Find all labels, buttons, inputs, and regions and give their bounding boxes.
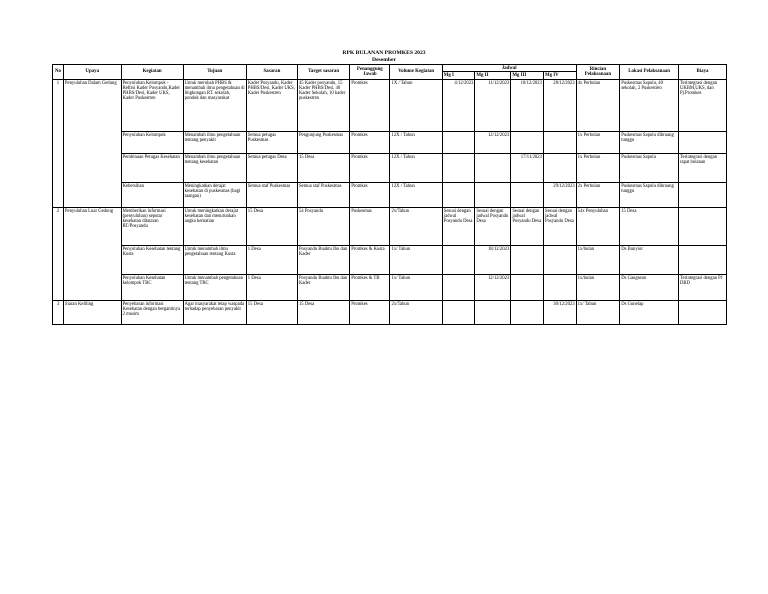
cell-lokasi: Ds Bunyior: [620, 245, 679, 274]
cell-mg2: 12/12/2023: [475, 131, 511, 153]
document-title: RPK BULANAN PROMKES 2023: [342, 50, 426, 56]
header-mg4: Mg IV: [543, 72, 576, 79]
header-volume: Volume Kegiatan: [390, 65, 442, 80]
cell-biaya: [678, 300, 726, 324]
cell-sasaran: Semua petugas Desa: [246, 153, 297, 182]
cell-upaya: Penyuluhan Luar Gedung: [63, 207, 121, 245]
cell-no: [53, 153, 64, 182]
cell-volume: 12X / Tahun: [390, 153, 442, 182]
cell-no: 2: [53, 207, 64, 245]
cell-pj: Promkes: [350, 153, 390, 182]
cell-lokasi: 15 Desa: [620, 207, 679, 245]
table-row: [53, 79, 727, 131]
cell-rincian: 54x Penyuluhan: [576, 207, 620, 245]
cell-tujuan: Menambah ilmu pengetahuan tentang penyakit: [183, 131, 246, 153]
cell-target: Posyandu Buahtu Ibu dan Kader: [297, 245, 349, 274]
cell-biaya: Terintegrasi dengan PJ DBD: [678, 274, 726, 300]
cell-mg2: 18/12/2023: [475, 245, 511, 274]
header-no: No: [53, 65, 64, 80]
cell-mg4: Sesuai dengan jadwal Posyandu Desa: [543, 207, 576, 245]
cell-target: 15 Desa: [297, 300, 349, 324]
cell-kegiatan: Penyebaran informasi Kesehatan dengan bergantinya 2 musim: [121, 300, 183, 324]
cell-mg4: [543, 131, 576, 153]
cell-mg1: [442, 274, 475, 300]
cell-volume: 12X / Tahun: [390, 131, 442, 153]
cell-mg1: Sesuai dengan jadwal Posyandu Desa: [442, 207, 475, 245]
cell-biaya: [678, 182, 726, 207]
cell-pj: Promkes: [350, 300, 390, 324]
cell-upaya: [63, 131, 121, 153]
cell-target: Semua staf Puskesmas: [297, 182, 349, 207]
cell-target: 15 Desa: [297, 153, 349, 182]
cell-mg1: [442, 245, 475, 274]
cell-sasaran: Semua staf Puskesmas: [246, 182, 297, 207]
cell-mg3: [511, 274, 544, 300]
cell-sasaran: Semua petugas Puskesmas: [246, 131, 297, 153]
header-target: Target sasaran: [297, 65, 349, 80]
cell-mg1: [442, 182, 475, 207]
cell-pj: Promkes & TB: [350, 274, 390, 300]
cell-mg1: [442, 300, 475, 324]
cell-rincian: 1x Perbulan: [576, 131, 620, 153]
cell-mg1: [442, 131, 475, 153]
cell-kegiatan: Penyuluhan Kesehatan tentang Kusta: [121, 245, 183, 274]
cell-kegiatan: Memberikan informasi (penyuluhan) seputar kesehatan ditataran RT/Posyandu: [121, 207, 183, 245]
header-lokasi: Lokasi Pelaksanaan: [620, 65, 679, 80]
table-row: [53, 274, 727, 300]
cell-target: 54 Posyandu: [297, 207, 349, 245]
cell-biaya: Terintegrasi dengan rapat bulanan: [678, 153, 726, 182]
cell-kegiatan: Kebersihan: [121, 182, 183, 207]
header-kegiatan: Kegiatan: [121, 65, 183, 80]
header-mg1: Mg I: [442, 72, 475, 79]
cell-mg4: 28/12/2023: [543, 79, 576, 131]
cell-no: 3: [53, 300, 64, 324]
cell-lokasi: Ds Gangsean: [620, 274, 679, 300]
table-row: [53, 300, 727, 324]
cell-mg4: [543, 274, 576, 300]
cell-pj: Promkes: [350, 131, 390, 153]
cell-mg2: [475, 182, 511, 207]
cell-pj: Promkes: [350, 182, 390, 207]
cell-mg2: 12/12/2023: [475, 274, 511, 300]
cell-no: [53, 274, 64, 300]
cell-sasaran: 15 Desa: [246, 207, 297, 245]
document-month: Desember: [372, 57, 396, 63]
cell-upaya: [63, 245, 121, 274]
cell-biaya: [678, 131, 726, 153]
header-biaya: Biaya: [678, 65, 726, 80]
cell-rincian: 1x/ Tahun: [576, 300, 620, 324]
cell-tujuan: Untuk merubah PHBS & menambah ilmu pengetahuan di lingkungan RT. sekolah, pondok dan masyarakat: [183, 79, 246, 131]
cell-no: [53, 131, 64, 153]
cell-sasaran: 1 Desa: [246, 245, 297, 274]
cell-lokasi: Puskesmas Sapulu: [620, 153, 679, 182]
table-row: [53, 182, 727, 207]
cell-rincian: 1x/bulan: [576, 274, 620, 300]
cell-mg2: 11/12/2023: [475, 79, 511, 131]
header-mg3: Mg III: [511, 72, 544, 79]
table-row: [53, 245, 727, 274]
cell-rincian: 2x Perbulan: [576, 182, 620, 207]
cell-kegiatan: Penyuluhan Kesehatan kelompok TBC: [121, 274, 183, 300]
cell-upaya: [63, 274, 121, 300]
header-sasaran: Sasaran: [246, 65, 297, 80]
cell-target: Posyandu Buahtu Ibu dan Kader: [297, 274, 349, 300]
cell-rincian: 4x Perbulan: [576, 79, 620, 131]
table-row: [53, 207, 727, 245]
cell-tujuan: Agar masyarakat tetap waspada terhadap penyebaran penyakit: [183, 300, 246, 324]
cell-mg2: Sesuai dengan jadwal Posyandu Desa: [475, 207, 511, 245]
cell-kegiatan: Penyuluhan Kelompok - Reftrsi Kader Posyandu,Kader PHBS/Desi, Kader UKS, Kader Puskestren: [121, 79, 183, 131]
cell-target: 45 Kader posyandu, 15 Kader PHBS/Desi, 40 Kader Sekolah, 10 kader puskestren: [297, 79, 349, 131]
table-row: [53, 131, 727, 153]
cell-upaya: Penyuluhan Dalam Gedung: [63, 79, 121, 131]
cell-mg4: 29/12/2023: [543, 182, 576, 207]
cell-sasaran: 1 Desa: [246, 274, 297, 300]
cell-kegiatan: Penyuluhan Kelompok: [121, 131, 183, 153]
cell-mg3: [511, 182, 544, 207]
cell-upaya: Siaran Keliling: [63, 300, 121, 324]
cell-pj: Promkes & Kusta: [350, 245, 390, 274]
cell-sasaran: Kader Posyandu, Kader PHBS/Desi, Kader UKS, Kader Puskestren: [246, 79, 297, 131]
cell-tujuan: Meningkatkan derajat kesehatan di puskesmas (bagi taangan): [183, 182, 246, 207]
cell-upaya: [63, 153, 121, 182]
cell-volume: 2x/Tahun: [390, 207, 442, 245]
cell-upaya: [63, 182, 121, 207]
cell-tujuan: Untuk menambah ilmu pengetahuan tentang Kusta: [183, 245, 246, 274]
cell-lokasi: Puskesmas Sapulu, 40 sekolah, 2 Puskestren: [620, 79, 679, 131]
cell-biaya: Terintegrasi dengan UKBM,UKS, dan Pj.Promkes: [678, 79, 726, 131]
cell-mg3: [511, 131, 544, 153]
cell-lokasi: Puskesmas Sapulu dibruang tunggu: [620, 131, 679, 153]
cell-mg4: [543, 245, 576, 274]
cell-tujuan: Untuk menambah pengetahuan tentang TBC: [183, 274, 246, 300]
cell-mg1: [442, 153, 475, 182]
header-pj: Penanggung Jawab: [350, 65, 390, 80]
cell-mg1: 4/12/2023: [442, 79, 475, 131]
cell-tujuan: Menambah ilmu pengetahuan tentang kesehatan: [183, 153, 246, 182]
cell-tujuan: Untuk meningkatkan derajat kesehatan dan menurunkan angka kematian: [183, 207, 246, 245]
cell-volume: 12X / Tahun: [390, 182, 442, 207]
cell-no: 1: [53, 79, 64, 131]
cell-mg4: [543, 153, 576, 182]
header-upaya: Upaya: [63, 65, 121, 80]
cell-no: [53, 182, 64, 207]
cell-volume: 2x/Tahun: [390, 300, 442, 324]
header-row: [53, 65, 727, 72]
cell-target: Pengunjung Puskesmas: [297, 131, 349, 153]
cell-volume: 1X / Tahun: [390, 79, 442, 131]
cell-rincian: 1x/bulan: [576, 245, 620, 274]
cell-mg3: 18/12/2023: [511, 79, 544, 131]
cell-lokasi: Puskesmas Sapulu dibruang tunggu: [620, 182, 679, 207]
cell-mg2: [475, 300, 511, 324]
header-rincian: Rincian Pelaksanaan: [576, 65, 620, 80]
header-tujuan: Tujuan: [183, 65, 246, 80]
cell-mg2: [475, 153, 511, 182]
header-mg2: Mg II: [475, 72, 511, 79]
header-jadwal: Jadwal: [442, 65, 576, 72]
cell-biaya: [678, 207, 726, 245]
cell-pj: Promkes: [350, 79, 390, 131]
cell-rincian: 1x Perbulan: [576, 153, 620, 182]
cell-no: [53, 245, 64, 274]
cell-sasaran: 15 Desa: [246, 300, 297, 324]
cell-volume: 1x/ Tahun: [390, 245, 442, 274]
cell-biaya: [678, 245, 726, 274]
cell-pj: Puskesmas: [350, 207, 390, 245]
cell-lokasi: Ds Gunelap: [620, 300, 679, 324]
table-row: [53, 153, 727, 182]
activity-table: [52, 64, 727, 325]
cell-mg3: [511, 245, 544, 274]
cell-volume: 1x/ Tahun: [390, 274, 442, 300]
cell-mg3: [511, 300, 544, 324]
cell-mg4: 30/12/2023: [543, 300, 576, 324]
cell-mg3: Sesuai dengan jadwal Posyandu Desa: [511, 207, 544, 245]
cell-kegiatan: Pembinaan Petugas Kesehatan: [121, 153, 183, 182]
cell-mg3: 17/11/2023: [511, 153, 544, 182]
